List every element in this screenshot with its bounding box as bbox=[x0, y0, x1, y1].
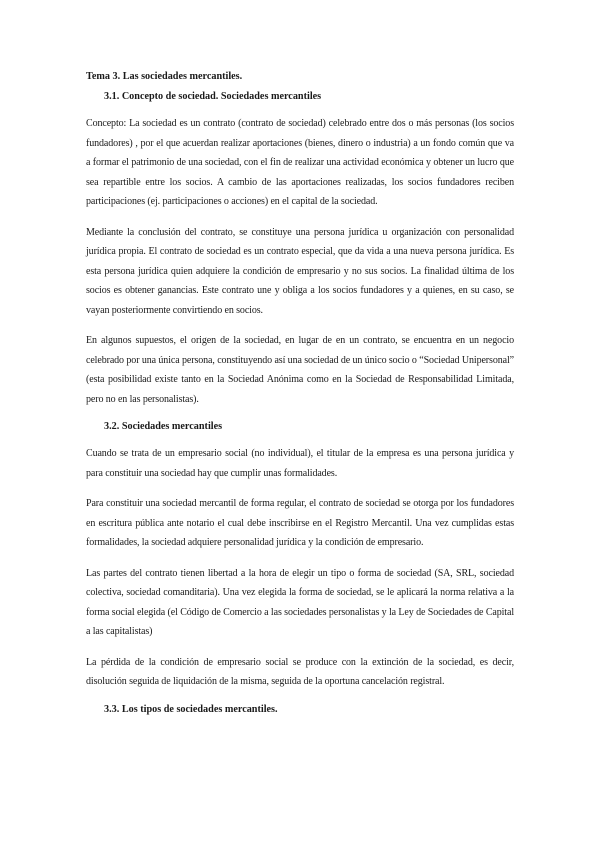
paragraph-text-part: En algunos supuestos, el origen de la sociedad, en lugar de en un contrato, se encuentra en un negocio celebrado por una única persona, constituyendo así una sociedad de un único socio o bbox=[86, 335, 514, 366]
quoted-term: “Sociedad Unipersonal” bbox=[419, 354, 514, 366]
paragraph-constituir-sociedad: Para constituir una sociedad mercantil de forma regular, el contrato de sociedad se otorga por los fundadores en escritura pública ante notario el cual debe inscribirse en el Registro Mercantil. Una vez cumplidas estas formalidades, la sociedad adquiere personalidad jurídica y la condición de empresario. bbox=[86, 498, 514, 548]
paragraph-empresario-social: Cuando se trata de un empresario social (no individual), el titular de la empresa es una persona jurídica y para constituir una sociedad hay que cumplir unas formalidades. bbox=[86, 448, 514, 479]
paragraph-sociedad-unipersonal bbox=[86, 331, 514, 409]
paragraph-perdida-condicion: La pérdida de la condición de empresario social se produce con la extinción de la sociedad, es decir, disolución seguida de liquidación de la misma, seguida de la oportuna cancelación registral. bbox=[86, 656, 514, 687]
paragraph-concepto: Concepto: La sociedad es un contrato (contrato de sociedad) celebrado entre dos o más personas (los socios fundadores) , por el que acuerdan realizar aportaciones (bienes, dinero o industria) a un fondo común que va a formar el patrimonio de una sociedad, con el fin de realizar una actividad económica y obtener un lucro que sea repartible entre los socios. A cambio de las aportaciones realizadas, los socios fundadores reciben participaciones (ej. participaciones o acciones) en el capital de la sociedad. bbox=[86, 118, 514, 207]
document-title: Tema 3. Las sociedades mercantiles. bbox=[86, 71, 243, 82]
section-heading-3-1: 3.1. Concepto de sociedad. Sociedades mercantiles bbox=[104, 91, 322, 102]
paragraph-formas-sociedad: Las partes del contrato tienen libertad a la hora de elegir un tipo o forma de sociedad (SA, SRL, sociedad colectiva, sociedad comanditaria). Una vez elegida la forma de sociedad, se le aplicará la norma relativa a la forma social elegida (el Código de Comercio a las sociedades personalistas y la Ley de Sociedades de Capital a las capitalistas) bbox=[86, 567, 514, 637]
section-heading-3-3: 3.3. Los tipos de sociedades mercantiles. bbox=[104, 703, 278, 715]
paragraph-persona-juridica: Mediante la conclusión del contrato, se constituye una persona jurídica u organización con personalidad jurídica propia. El contrato de sociedad es un contrato especial, que da vida a una nueva persona jurídica. Es esta persona jurídica quien adquiere la condición de empresario y no sus socios. La finalidad última de los socios es obtener ganancias. Este contrato une y obliga a los socios fundadores y a quienes, en su caso, se vayan posteriormente convirtiendo en socios. bbox=[86, 226, 514, 316]
section-heading-3-2: 3.2. Sociedades mercantiles bbox=[104, 421, 223, 432]
document-body bbox=[86, 70, 514, 727]
paragraph-text-part: (esta posibilidad existe tanto en la Sociedad Anónima como en la Sociedad de Responsabilidad Limitada, pero no en las personalistas). bbox=[86, 374, 514, 405]
